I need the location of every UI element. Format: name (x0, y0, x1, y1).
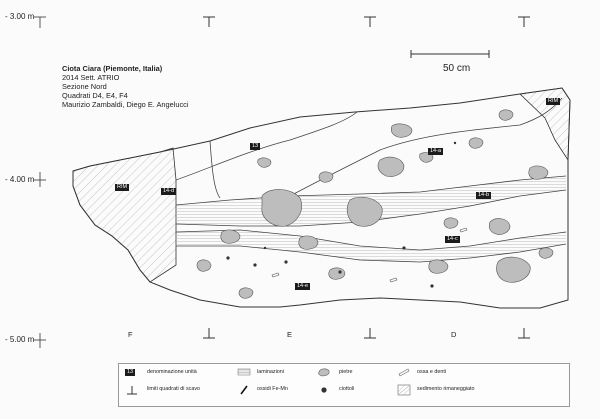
lamination-icon (237, 368, 251, 376)
site-title: Ciota Ciara (Piemonte, Italia) (62, 64, 163, 73)
section-name: Sezione Nord (62, 82, 107, 92)
column-label-f: F (128, 330, 133, 339)
unit-tag-14e: 14-e (297, 283, 309, 289)
year-sector: 2014 Sett. ATRIO (62, 73, 120, 83)
legend (118, 363, 570, 407)
unit-tag-rim-right: RIM (548, 98, 559, 104)
unit-tag-14d: 14-d (163, 188, 175, 194)
unit-tag-14c: 14-c (447, 236, 458, 242)
column-label-d: D (451, 330, 457, 339)
unit-tag-rim-left: RIM (117, 184, 128, 190)
legend-laminations: laminazioni (257, 369, 284, 375)
elevation-label-mid: - 4.00 m (5, 175, 35, 184)
reworked-icon (397, 384, 411, 396)
elevation-ticks (34, 17, 46, 348)
grid-limit-icon (125, 385, 139, 395)
legend-reworked: sedimento rimaneggiato (417, 386, 475, 392)
legend-grid-limits: limiti quadrati di scavo (147, 386, 201, 392)
grid-markers-top (203, 17, 530, 27)
elevation-label-top: - 3.00 m (5, 12, 35, 21)
legend-pebbles: ciottoli (339, 386, 355, 392)
rim-left-area (73, 148, 176, 282)
squares: Quadrati D4, E4, F4 (62, 91, 128, 101)
pebble-icon (319, 385, 329, 395)
unit-tag-13: 13 (252, 143, 259, 149)
column-label-e: E (287, 330, 293, 339)
legend-unit-name: denominazione unità (147, 369, 197, 375)
grid-markers-bottom (203, 328, 530, 338)
fe-mn-icon (239, 385, 249, 395)
scale-label: 50 cm (443, 63, 471, 74)
unit-tag-14b: 14-b (478, 192, 490, 198)
info-block (62, 64, 189, 109)
legend-stones: pietre (339, 369, 353, 375)
legend-bones: ossa e denti (417, 369, 447, 375)
scale-bar (411, 50, 489, 58)
elevation-label-bottom: - 5.00 m (5, 335, 35, 344)
bone-icon (397, 367, 411, 377)
legend-unit-symbol: 13 (127, 369, 134, 375)
unit-tag-14a: 14-a (430, 148, 442, 154)
stone-icon (317, 367, 331, 377)
legend-fe-mn: ossidi Fe-Mn (257, 386, 288, 392)
authors: Maurizio Zambaldi, Diego E. Angelucci (62, 100, 189, 110)
